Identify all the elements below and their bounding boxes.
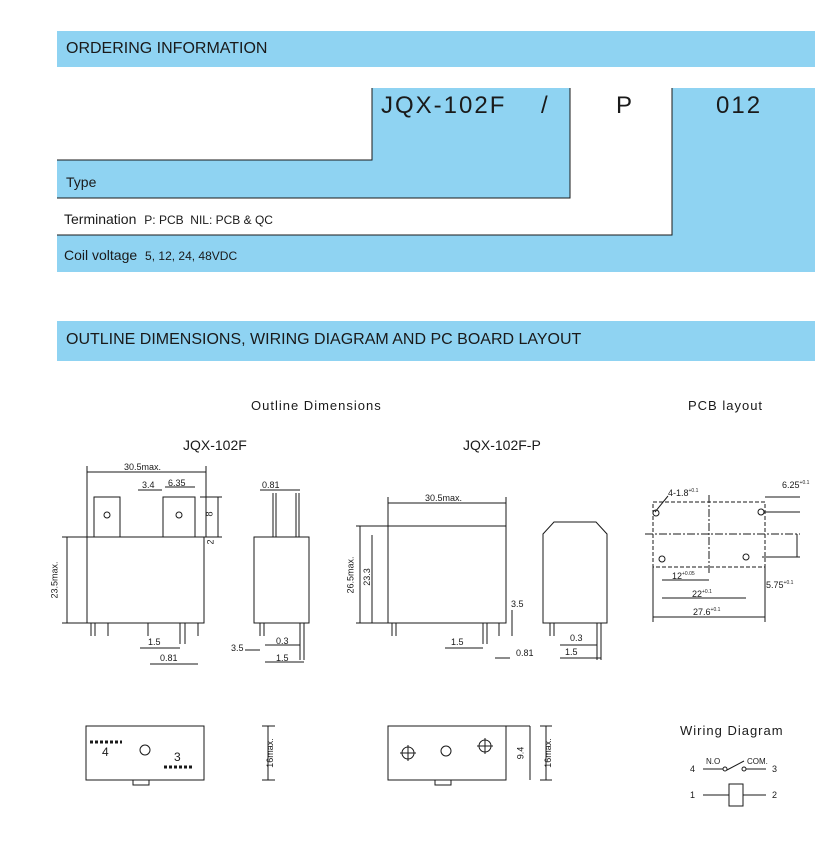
wiring-no-label: N.O — [706, 757, 721, 766]
dim-0-81-b: 0.81 — [516, 648, 534, 658]
dim-16-a: 16max. — [264, 738, 275, 768]
dim-0-3-a: 0.3 — [276, 636, 289, 646]
dim-6-35: 6.35 — [168, 478, 186, 488]
wiring-title: Wiring Diagram — [680, 723, 784, 738]
dim-0-81-a: 0.81 — [160, 653, 178, 663]
dim-23-5: 23.5max. — [49, 561, 60, 599]
pcb-holes: $4-1.8^{+0.1}$ — [668, 488, 699, 498]
ordering-title: ORDERING INFORMATION — [66, 40, 268, 57]
termination-detail: P: PCB NIL: PCB & QC — [144, 213, 273, 227]
wiring-com-label: COM. — [747, 757, 768, 766]
dim-2: 2 — [205, 539, 216, 545]
coil-detail: 5, 12, 24, 48VDC — [145, 249, 238, 263]
pcb-5-75: $5.75^{+0.1}$ — [766, 580, 794, 590]
pcb-22: $22^{+0.1}$ — [692, 589, 712, 599]
code-slash: / — [541, 92, 550, 119]
wiring-pin-4: 4 — [690, 764, 696, 774]
dim-0-81-top: 0.81 — [262, 480, 280, 490]
code-model: JQX-102F — [381, 92, 507, 119]
outline-title: OUTLINE DIMENSIONS, WIRING DIAGRAM AND PC BOARD LAYOUT — [66, 331, 582, 348]
pin-4-label: 4 — [102, 745, 109, 759]
coil-label: Coil voltage — [64, 247, 138, 263]
dim-16-b: 16max. — [542, 738, 553, 768]
outline-subtitle: Outline Dimensions — [251, 398, 382, 413]
dim-1-5-a: 1.5 — [148, 637, 161, 647]
dim-3-5-a: 3.5 — [231, 643, 244, 653]
model-b-label: JQX-102F-P — [463, 437, 541, 453]
wiring-pin-2: 2 — [772, 790, 778, 800]
model-a-label: JQX-102F — [183, 437, 247, 453]
dim-30-5-a: 30.5max. — [124, 462, 162, 472]
dim-30-5-b: 30.5max. — [425, 493, 463, 503]
pin-3-label: 3 — [174, 750, 181, 764]
dim-0-3-b: 0.3 — [570, 633, 583, 643]
wiring-pin-1: 1 — [690, 790, 696, 800]
pcb-6-25: $6.25^{+0.1}$ — [782, 480, 810, 490]
dim-8: 8 — [204, 511, 215, 517]
dim-3-4: 3.4 — [142, 480, 155, 490]
dim-1-5-c: 1.5 — [451, 637, 464, 647]
dim-23-3: 23.3 — [361, 568, 372, 586]
pcb-12: $12^{+0.05}$ — [672, 571, 695, 581]
termination-label: Termination — [64, 211, 137, 227]
dim-1-5-b: 1.5 — [276, 653, 289, 663]
code-termination: P — [616, 92, 635, 119]
dim-9-4: 9.4 — [515, 746, 526, 760]
code-voltage: 012 — [716, 92, 763, 119]
wiring-pin-3: 3 — [772, 764, 778, 774]
type-label: Type — [66, 174, 97, 190]
pcb-27-6: $27.6^{+0.1}$ — [693, 607, 721, 617]
dim-26-5: 26.5max. — [345, 556, 356, 594]
dim-1-5-d: 1.5 — [565, 647, 578, 657]
pcb-subtitle: PCB layout — [688, 398, 764, 413]
dim-3-5-b: 3.5 — [511, 599, 524, 609]
